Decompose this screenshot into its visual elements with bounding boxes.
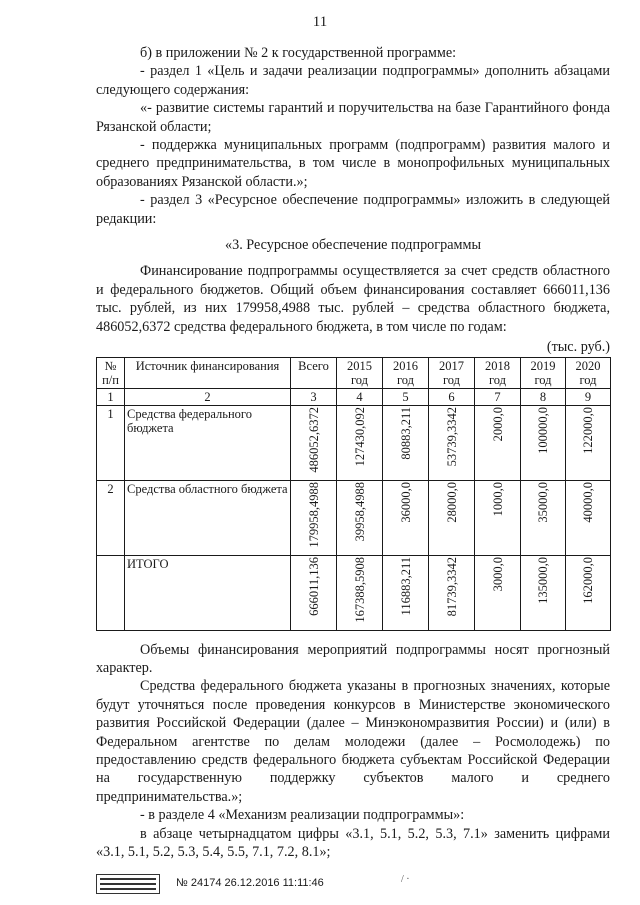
margin-mark: / ·	[401, 874, 410, 885]
table-row-total	[97, 555, 611, 630]
registration-number: № 24174 26.12.2016 11:11:46	[176, 877, 324, 889]
cell-2018: 3000,0	[490, 556, 505, 591]
column-number: 1	[97, 388, 125, 405]
paragraph: Объемы финансирования мероприятий подпрограммы носят прогнозный характер.	[96, 641, 610, 676]
cell-2019: 35000,0	[536, 481, 550, 523]
row-number: 1	[97, 405, 125, 480]
column-number: 3	[291, 388, 337, 405]
paragraph: - раздел 1 «Цель и задачи реализации подпрограммы» дополнить абзацами следующего содержания:	[96, 63, 610, 98]
building-stamp-icon	[96, 874, 160, 894]
cell-2020: 40000,0	[581, 481, 595, 523]
cell-2017: 28000,0	[444, 481, 459, 523]
cell-total: 179958,4988	[306, 481, 321, 548]
paragraph: «- развитие системы гарантий и поручительства на базе Гарантийного фонда Рязанской области;	[96, 100, 610, 135]
page-footer	[96, 872, 616, 896]
units-label: (тыс. руб.)	[546, 339, 610, 356]
table-header-cell: 2017 год	[429, 357, 475, 388]
financing-table	[96, 357, 611, 631]
table-header-cell: 2016 год	[383, 357, 429, 388]
table-header-cell: Всего	[291, 357, 337, 388]
cell-2019: 100000,0	[536, 406, 550, 454]
column-number: 4	[337, 388, 383, 405]
table-row-federal	[97, 405, 611, 480]
page-number: 11	[312, 14, 328, 30]
cell-2015: 127430,092	[352, 406, 367, 466]
cell-2016: 80883,211	[398, 406, 413, 460]
paragraph: Средства федерального бюджета указаны в прогнозных значениях, которые будут уточняться после проведения конкурсов в Министерстве экономического развития Российской Федерации (далее – Минэкономразвития России) и (или) в Федеральном агентстве по делам молодежи (далее – Росмолодежь) по предоставлению средств федерального бюджета субъектам Российской Федерации на государственную поддержку субъектов малого и среднего предпринимательства.»;	[96, 678, 610, 805]
cell-2016: 36000,0	[398, 481, 413, 523]
column-number: 7	[475, 388, 521, 405]
paragraph: в абзаце четырнадцатом цифры «3.1, 5.1, 5.2, 5.3, 7.1» заменить цифрами «3.1, 5.1, 5.2, 5.3, 5.4, 5.5, 7.1, 7.2, 8.1»;	[96, 825, 610, 860]
row-number: 2	[97, 480, 125, 555]
table-row-regional	[97, 480, 611, 555]
cell-2020: 122000,0	[581, 406, 595, 454]
paragraph: б) в приложении № 2 к государственной программе:	[140, 45, 457, 61]
row-source: Средства областного бюджета	[125, 480, 291, 555]
column-number: 2	[125, 388, 291, 405]
table-header-cell: 2020 год	[566, 357, 611, 388]
section-title: «3. Ресурсное обеспечение подпрограммы	[225, 237, 481, 254]
cell-2017: 81739,3342	[444, 556, 459, 616]
cell-total: 486052,6372	[306, 406, 321, 473]
paragraph: - поддержка муниципальных программ (подпрограмм) развития малого и среднего предпринимательства, в том числе в монопрофильных муниципальных образованиях Рязанской области.»;	[96, 137, 610, 190]
cell-total: 666011,136	[306, 556, 321, 616]
cell-2018: 1000,0	[490, 481, 505, 516]
table-header-cell: 2018 год	[475, 357, 521, 388]
column-number: 8	[521, 388, 566, 405]
cell-2018: 2000,0	[490, 406, 505, 441]
column-number: 6	[429, 388, 475, 405]
row-number	[97, 555, 125, 630]
row-source: ИТОГО	[125, 555, 291, 630]
cell-2015: 39958,4988	[352, 481, 367, 541]
cell-2016: 116883,211	[398, 556, 413, 615]
paragraph: - раздел 3 «Ресурсное обеспечение подпрограммы» изложить в следующей редакции:	[96, 192, 610, 227]
table-header-cell: № п/п	[97, 357, 125, 388]
document-body	[96, 44, 610, 861]
paragraph-financing: Финансирование подпрограммы осуществляется за счет средств областного и федерального бюджетов. Общий объем финансирования составляет 666011,136 тыс. рублей, из них 179958,4988 тыс. рублей – средства областного бюджета, 486052,6372 средства федерального бюджета, в том числе по годам:	[96, 263, 610, 335]
cell-2017: 53739,3342	[444, 406, 459, 466]
table-colnum-row	[97, 388, 611, 405]
table-header-cell: 2019 год	[521, 357, 566, 388]
row-source: Средства федерального бюджета	[125, 405, 291, 480]
table-header-row	[97, 357, 611, 388]
cell-2019: 135000,0	[536, 556, 550, 604]
table-header-cell: 2015 год	[337, 357, 383, 388]
column-number: 5	[383, 388, 429, 405]
column-number: 9	[566, 388, 611, 405]
paragraph: - в разделе 4 «Механизм реализации подпрограммы»:	[140, 807, 465, 824]
cell-2015: 167388,5908	[352, 556, 367, 623]
cell-2020: 162000,0	[581, 556, 595, 604]
table-header-cell: Источник финансирования	[125, 357, 291, 388]
